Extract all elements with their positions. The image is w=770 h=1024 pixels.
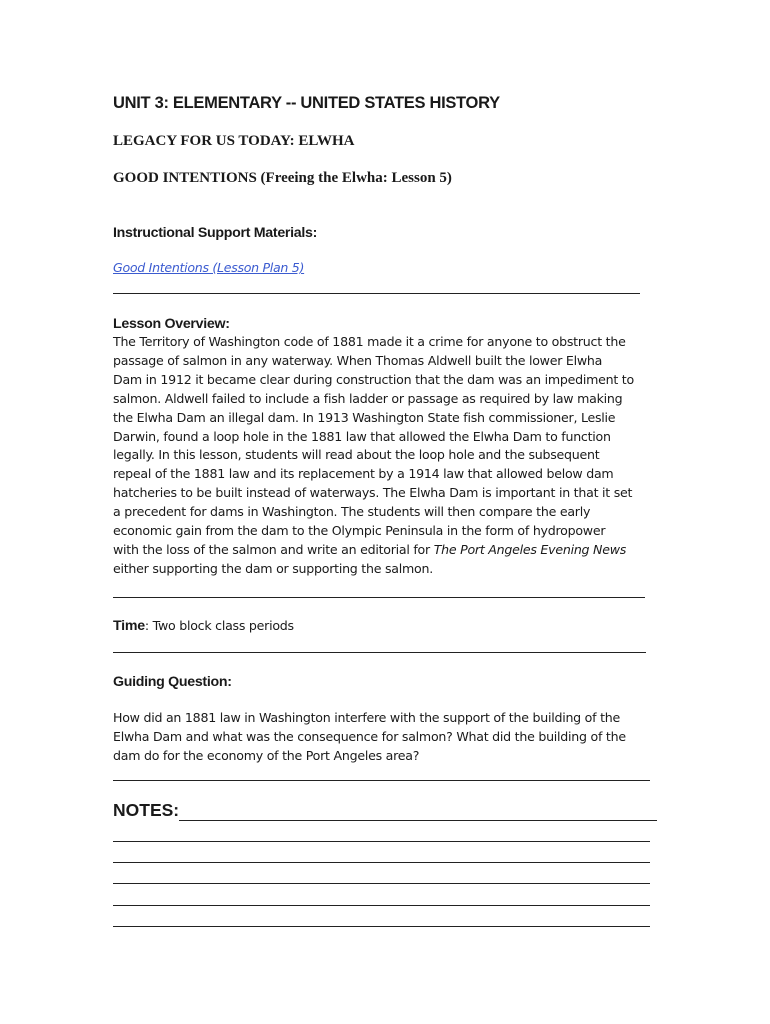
newspaper-title: The Port Angeles Evening News <box>433 541 627 557</box>
overview-line: Darwin, found a loop hole in the 1881 law that allowed the Elwha Dam to function <box>113 428 611 444</box>
divider <box>113 597 645 598</box>
time-value: : Two block class periods <box>144 618 294 633</box>
unit-title: UNIT 3: ELEMENTARY -- UNITED STATES HISTORY <box>113 94 500 112</box>
guiding-question-heading: Guiding Question: <box>113 674 232 690</box>
materials-heading: Instructional Support Materials: <box>113 225 318 241</box>
question-line: Elwha Dam and what was the consequence for salmon? What did the building of the <box>113 728 626 744</box>
overview-line: economic gain from the dam to the Olympic Peninsula in the form of hydropower <box>113 523 606 539</box>
overview-line: the Elwha Dam an illegal dam. In 1913 Washington State fish commissioner, Leslie <box>113 409 616 425</box>
overview-line: either supporting the dam or supporting the salmon. <box>113 560 433 576</box>
overview-line: hatcheries to be built instead of waterways. The Elwha Dam is important in that it set <box>113 485 633 501</box>
notes-line <box>113 841 650 842</box>
question-line: dam do for the economy of the Port Angeles area? <box>113 747 420 763</box>
overview-line: The Territory of Washington code of 1881 made it a crime for anyone to obstruct the <box>113 334 626 349</box>
overview-line: a precedent for dams in Washington. The students will then compare the early <box>113 504 591 520</box>
notes-line <box>179 820 657 821</box>
divider <box>113 293 640 294</box>
overview-line <box>113 541 658 560</box>
overview-line: salmon. Aldwell failed to include a fish ladder or passage as required by law making <box>113 390 623 406</box>
overview-line: repeal of the 1881 law and its replacement by a 1914 law that allowed below dam <box>113 466 614 482</box>
legacy-subtitle: LEGACY FOR US TODAY: ELWHA <box>113 133 355 149</box>
overview-heading: Lesson Overview: <box>113 316 230 332</box>
divider <box>113 652 646 653</box>
overview-line-text: with the loss of the salmon and write an editorial for <box>113 541 434 557</box>
question-line: How did an 1881 law in Washington interfere with the support of the building of the <box>113 710 620 725</box>
lesson-plan-link[interactable]: Good Intentions (Lesson Plan 5) <box>113 260 305 275</box>
overview-paragraph <box>113 333 658 579</box>
notes-line <box>113 862 650 863</box>
guiding-question-text <box>113 709 658 766</box>
time-row <box>113 617 294 636</box>
divider <box>113 780 650 781</box>
notes-line <box>113 926 650 927</box>
notes-line <box>113 883 650 884</box>
overview-line: Dam in 1912 it became clear during construction that the dam was an impediment to <box>113 371 634 387</box>
overview-line: passage of salmon in any waterway. When Thomas Aldwell built the lower Elwha <box>113 352 603 368</box>
notes-label: NOTES: <box>113 800 180 820</box>
notes-line <box>113 905 650 906</box>
lesson-subtitle: GOOD INTENTIONS (Freeing the Elwha: Lesson 5) <box>113 170 452 186</box>
overview-line: legally. In this lesson, students will read about the loop hole and the subsequent <box>113 447 600 463</box>
time-label: Time <box>113 618 145 634</box>
